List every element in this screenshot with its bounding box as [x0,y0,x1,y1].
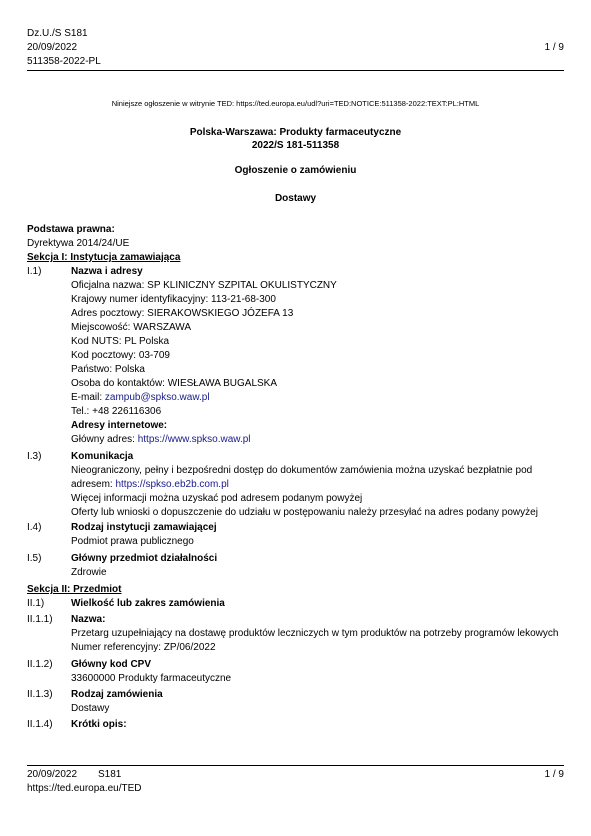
nuts-code: Kod NUTS: PL Polska [71,336,170,347]
contact-person: Osoba do kontaktów: WIESŁAWA BUGALSKA [71,378,278,389]
cpv-code: 33600000 Produkty farmaceutyczne [71,673,232,684]
main-address-link[interactable]: https://www.spkso.waw.pl [137,434,251,445]
header-page-number: 1 / 9 [544,42,564,53]
i4-value: Podmiot prawa publicznego [71,536,194,547]
ii12-title: Główny kod CPV [71,659,152,670]
notice-number: 511358-2022-PL [27,56,101,67]
legal-basis-heading: Podstawa prawna: [27,224,115,235]
internet-addresses-heading: Adresy internetowe: [71,420,168,431]
i5-number: I.5) [27,553,42,564]
i5-value: Zdrowie [71,567,107,578]
email-row [71,392,210,403]
i3-title: Komunikacja [71,451,134,462]
footer-url[interactable]: https://ted.europa.eu/TED [27,783,142,794]
i3-text-4: Oferty lub wnioski o dopuszczenie do udziału w postępowaniu należy przesyłać na adres podany powyżej [71,507,538,518]
ii13-number: II.1.3) [27,689,53,700]
ii13-value: Dostawy [71,703,110,714]
footer-series: S181 [98,769,122,780]
ii11-number: II.1.1) [27,614,53,625]
email-label: E-mail: [71,392,105,403]
i4-number: I.4) [27,522,42,533]
ii12-number: II.1.2) [27,659,53,670]
ii11-title: Nazwa: [71,614,106,625]
country: Państwo: Polska [71,364,145,375]
documents-address-link[interactable]: https://spkso.eb2b.com.pl [115,479,229,490]
notice-title: Polska-Warszawa: Produkty farmaceutyczne [189,127,402,138]
legal-basis-value: Dyrektywa 2014/24/UE [27,238,130,249]
ii11-text: Przetarg uzupełniający na dostawę produktów leczniczych w tym produktów na potrzeby programów lekowych [71,628,559,639]
i3-text-3: Więcej informacji można uzyskać pod adresem podanym powyżej [71,493,363,504]
i1-number: I.1) [27,266,42,277]
i4-title: Rodzaj instytucji zamawiającej [71,522,217,533]
town: Miejscowość: WARSZAWA [71,322,192,333]
footer-rule [27,765,564,766]
i3-number: I.3) [27,451,42,462]
official-name: Oficjalna nazwa: SP KLINICZNY SZPITAL OKULISTYCZNY [71,280,337,291]
i3-text-1: Nieograniczony, pełny i bezpośredni dostęp do dokumentów zamówienia można uzyskać bezpłatnie pod [71,465,533,476]
section-2-heading: Sekcja II: Przedmiot [27,584,122,595]
contract-type: Dostawy [274,193,317,204]
ii1-number: II.1) [27,598,45,609]
main-address-label: Główny adres: [71,434,138,445]
journal-ref: Dz.U./S S181 [27,28,88,39]
i5-title: Główny przedmiot działalności [71,553,218,564]
footer-page-number: 1 / 9 [544,769,564,780]
header-rule [27,70,564,71]
notice-online-link[interactable]: Niniejsze ogłoszenie w witrynie TED: https://ted.europa.eu/udl?uri=TED:NOTICE:511358-2022:TEXT:PL:HTML [111,99,480,108]
national-id: Krajowy numer identyfikacyjny: 113-21-68-300 [71,294,276,305]
email-link[interactable]: zampub@spkso.waw.pl [104,392,210,403]
section-1-heading: Sekcja I: Instytucja zamawiająca [27,252,181,263]
i3-text-2 [71,479,229,490]
ii14-title: Krótki opis: [71,719,127,730]
notice-type: Ogłoszenie o zamówieniu [234,165,357,176]
footer-date: 20/09/2022 [27,769,78,780]
ii1-title: Wielkość lub zakres zamówienia [71,598,225,609]
header-date: 20/09/2022 [27,42,78,53]
documents-address-label: adresem: [71,479,116,490]
i1-title: Nazwa i adresy [71,266,143,277]
main-address-row [71,434,251,445]
ii14-number: II.1.4) [27,719,53,730]
telephone: Tel.: +48 226116306 [71,406,162,417]
postal-code: Kod pocztowy: 03-709 [71,350,170,361]
notice-ojs-number: 2022/S 181-511358 [251,140,340,151]
postal-address: Adres pocztowy: SIERAKOWSKIEGO JÓZEFA 13 [71,308,294,319]
reference-number: Numer referencyjny: ZP/06/2022 [71,642,216,653]
ii13-title: Rodzaj zamówienia [71,689,163,700]
